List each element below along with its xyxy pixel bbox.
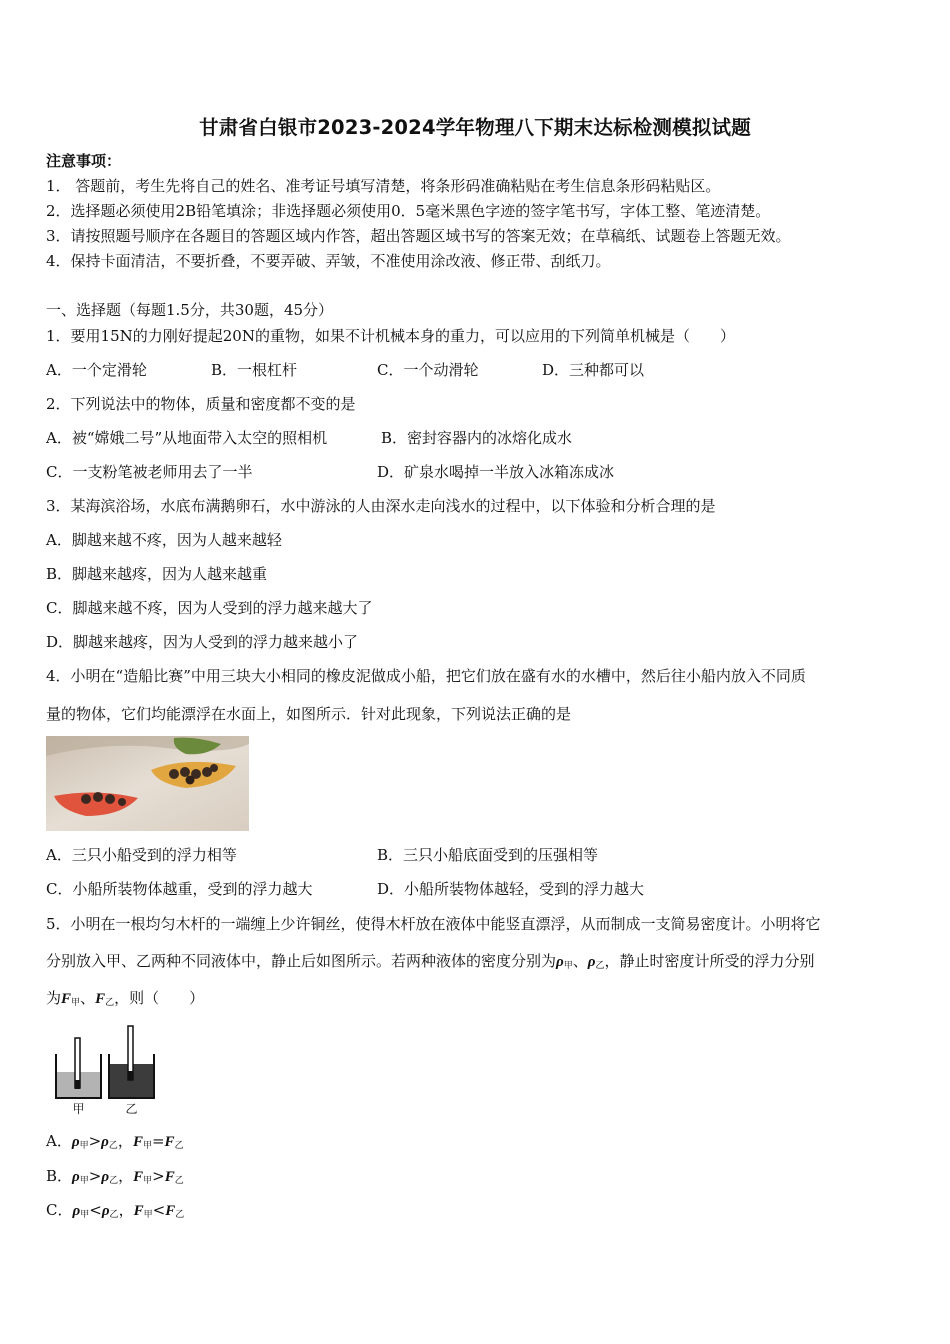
section-heading: 一、选择题（每题1.5分，共30题，45分） <box>46 301 334 319</box>
hydrometer-figure <box>46 1022 158 1116</box>
q4-option-c[interactable]: C．小船所装物体越重，受到的浮力越大 <box>46 880 313 898</box>
q4-stem-line1: 4．小明在“造船比赛”中用三块大小相同的橡皮泥做成小船，把它们放在盛有水的水槽中，然后往小船内放入不同质 <box>46 667 806 685</box>
relation: < <box>152 1201 166 1219</box>
rho-symbol: ρ <box>72 1203 81 1219</box>
q4-option-a[interactable]: A．三只小船受到的浮力相等 <box>46 846 237 864</box>
force-symbol: F <box>133 1169 144 1185</box>
q3-option-a[interactable]: A．脚越来越不疼，因为人越来越轻 <box>46 531 282 549</box>
relation: > <box>152 1167 165 1185</box>
q5-option-b[interactable] <box>46 1166 184 1191</box>
relation: > <box>88 1132 102 1150</box>
notice-item-3: 3．请按照题号顺序在各题目的答题区域内作答，超出答题区域书写的答案无效；在草稿纸、试题卷上答题无效。 <box>46 227 791 245</box>
q5-option-c[interactable] <box>46 1200 184 1225</box>
q3-option-d[interactable]: D．脚越来越疼，因为人受到的浮力越来越小了 <box>46 633 359 651</box>
rho-symbol: ρ <box>101 1203 110 1219</box>
sub-jia: 甲 <box>143 1210 153 1220</box>
notice-item-2: 2．选择题必须使用2B铅笔填涂；非选择题必须使用0．5毫米黑色字迹的签字笔书写，字体工整、笔迹清楚。 <box>46 202 771 220</box>
q5-stem3-post: ，则（ ） <box>114 989 205 1007</box>
label-yi: 乙 <box>125 1102 138 1116</box>
q3-option-b[interactable]: B．脚越来越疼，因为人越来越重 <box>46 565 268 583</box>
rho-symbol: ρ <box>587 954 596 970</box>
sub-jia: 甲 <box>563 961 573 971</box>
sub-yi: 乙 <box>595 961 605 971</box>
rho-symbol: ρ <box>556 954 564 970</box>
q1-stem: 1．要用15N的力刚好提起20N的重物，如果不计机械本身的重力，可以应用的下列简单机械是（ ） <box>46 327 735 345</box>
rho-symbol: ρ <box>72 1169 80 1185</box>
comma: ， <box>118 1201 134 1219</box>
label-jia: 甲 <box>72 1102 85 1116</box>
separator: 、 <box>572 952 588 970</box>
sub-yi: 乙 <box>109 1176 119 1186</box>
sub-jia: 甲 <box>71 998 81 1008</box>
rho-symbol: ρ <box>71 1134 80 1150</box>
force-symbol: F <box>132 1134 143 1150</box>
separator: 、 <box>80 989 96 1007</box>
q1-option-a[interactable]: A．一个定滑轮 <box>46 361 147 379</box>
comma: ， <box>117 1132 133 1150</box>
q5-stem-line3 <box>46 988 204 1013</box>
force-symbol: F <box>133 1203 144 1219</box>
q2-stem: 2．下列说法中的物体，质量和密度都不变的是 <box>46 395 356 413</box>
sub-jia: 甲 <box>79 1141 89 1151</box>
hydrometer-diagram <box>46 1022 158 1116</box>
q5-stem-line1: 5．小明在一根均匀木杆的一端缠上少许铜丝，使得木杆放在液体中能竖直漂浮，从而制成一支简易密度计。小明将它 <box>46 915 821 933</box>
sub-yi: 乙 <box>174 1176 184 1186</box>
q5-stem2-post: ，静止时密度计所受的浮力分别 <box>604 952 815 970</box>
boats-photo-image <box>46 736 249 831</box>
sub-jia: 甲 <box>142 1141 152 1151</box>
q5-stem3-pre: 为 <box>46 989 62 1007</box>
q1-option-d[interactable]: D．三种都可以 <box>542 361 645 379</box>
q1-option-c[interactable]: C．一个动滑轮 <box>377 361 479 379</box>
rho-symbol: ρ <box>101 1169 110 1185</box>
relation: < <box>89 1201 102 1219</box>
force-symbol: F <box>61 991 72 1007</box>
sub-jia: 甲 <box>80 1210 90 1220</box>
notice-item-4: 4．保持卡面清洁，不要折叠，不要弄破、弄皱，不准使用涂改液、修正带、刮纸刀。 <box>46 252 611 270</box>
q1-option-b[interactable]: B．一根杠杆 <box>211 361 298 379</box>
q4-stem-line2: 量的物体，它们均能漂浮在水面上，如图所示．针对此现象，下列说法正确的是 <box>46 705 572 723</box>
sub-yi: 乙 <box>105 998 115 1008</box>
sub-yi: 乙 <box>108 1141 118 1151</box>
option-label: B． <box>46 1167 73 1185</box>
force-symbol: F <box>164 1134 175 1150</box>
q2-option-d[interactable]: D．矿泉水喝掉一半放入冰箱冻成冰 <box>377 463 615 481</box>
force-symbol: F <box>95 991 106 1007</box>
relation: > <box>88 1167 102 1185</box>
sub-jia: 甲 <box>143 1176 153 1186</box>
sub-yi: 乙 <box>174 1141 184 1151</box>
q3-option-c[interactable]: C．脚越来越不疼，因为人受到的浮力越来越大了 <box>46 599 373 617</box>
q2-option-b[interactable]: B．密封容器内的冰熔化成水 <box>381 429 573 447</box>
q3-stem: 3．某海滨浴场，水底布满鹅卵石，水中游泳的人由深水走向浅水的过程中，以下体验和分析合理的是 <box>46 497 716 515</box>
page-title: 甘肃省白银市2023-2024学年物理八下期末达标检测模拟试题 <box>199 116 751 139</box>
comma: ， <box>118 1167 134 1185</box>
sub-yi: 乙 <box>175 1210 185 1220</box>
force-symbol: F <box>165 1203 176 1219</box>
q2-option-c[interactable]: C．一支粉笔被老师用去了一半 <box>46 463 253 481</box>
sub-jia: 甲 <box>79 1176 89 1186</box>
notice-heading: 注意事项： <box>46 152 122 170</box>
relation: = <box>151 1132 165 1150</box>
q4-option-d[interactable]: D．小船所装物体越轻，受到的浮力越大 <box>377 880 645 898</box>
q4-option-b[interactable]: B．三只小船底面受到的压强相等 <box>377 846 599 864</box>
option-label: A． <box>46 1132 72 1150</box>
q5-stem-line2 <box>46 951 815 976</box>
q5-stem2-pre: 分别放入甲、乙两种不同液体中，静止后如图所示。若两种液体的密度分别为 <box>46 952 557 970</box>
boats-photo <box>46 736 249 831</box>
q5-option-a[interactable] <box>46 1131 184 1156</box>
notice-item-1: 1． 答题前，考生先将自己的姓名、准考证号填写清楚，将条形码准确粘贴在考生信息条形码粘贴区。 <box>46 177 721 195</box>
force-symbol: F <box>164 1169 175 1185</box>
sub-yi: 乙 <box>109 1210 119 1220</box>
rho-symbol: ρ <box>101 1134 109 1150</box>
q2-option-a[interactable]: A．被“嫦娥二号”从地面带入太空的照相机 <box>46 429 328 447</box>
option-label: C． <box>46 1201 73 1219</box>
